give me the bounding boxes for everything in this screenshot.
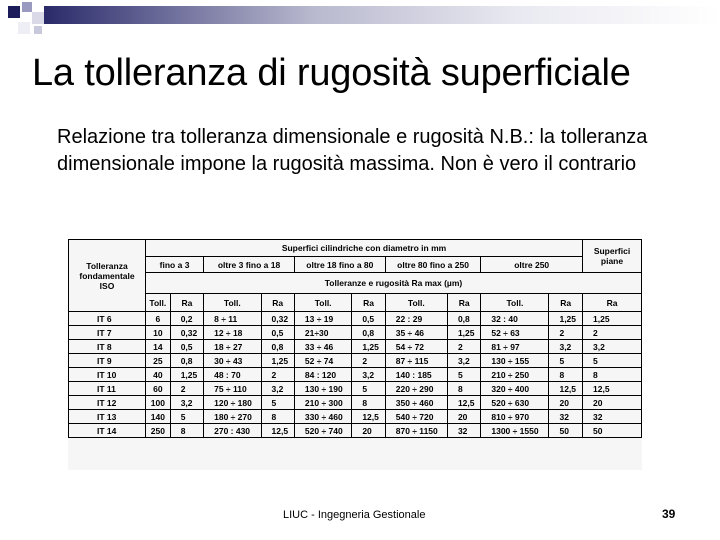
slide-body-text: Relazione tra tolleranza dimensionale e rugosità N.B.: la tolleranza dimensionale impone la rugosità massima. Non è vero il contrario bbox=[57, 126, 648, 175]
table-cell: 0,8 bbox=[170, 354, 203, 368]
table-cell: 100 bbox=[146, 396, 171, 410]
table-cell: 50 bbox=[583, 424, 642, 438]
deco-square bbox=[32, 12, 44, 24]
table-cell: 6 bbox=[146, 312, 171, 326]
table-row bbox=[69, 396, 642, 410]
table-cell: 870 ÷ 1150 bbox=[385, 424, 447, 438]
table-cell: 13 ÷ 19 bbox=[294, 312, 351, 326]
table-cell: 270 : 430 bbox=[204, 424, 261, 438]
table-cell: 0,8 bbox=[261, 340, 294, 354]
table-cell: 1,25 bbox=[583, 312, 642, 326]
table-cell: 350 ÷ 460 bbox=[385, 396, 447, 410]
table-cell: 3,2 bbox=[352, 368, 385, 382]
table-cell: 54 ÷ 72 bbox=[385, 340, 447, 354]
row-label-iso: IT 9 bbox=[69, 354, 146, 368]
row-label-iso: IT 8 bbox=[69, 340, 146, 354]
table-cell: 1300 ÷ 1550 bbox=[481, 424, 549, 438]
table-cell: 32 : 40 bbox=[481, 312, 549, 326]
slide-footer: LIUC - Ingegneria Gestionale bbox=[283, 509, 426, 521]
table-cell: 8 bbox=[583, 368, 642, 382]
table-cell: 180 ÷ 270 bbox=[204, 410, 261, 424]
table-cell: 12 ÷ 18 bbox=[204, 326, 261, 340]
table-cell: 120 ÷ 180 bbox=[204, 396, 261, 410]
deco-square bbox=[22, 2, 32, 12]
table-cell: 0,2 bbox=[170, 312, 203, 326]
table-cell: 330 ÷ 460 bbox=[294, 410, 351, 424]
table-cell: 2 bbox=[447, 340, 480, 354]
table-cell: 0,8 bbox=[447, 312, 480, 326]
table-cell: 84 : 120 bbox=[294, 368, 351, 382]
col-header-toll: Toll. bbox=[385, 294, 447, 312]
table-cell: 210 ÷ 250 bbox=[481, 368, 549, 382]
table-row bbox=[69, 424, 642, 438]
table-cell: 2 bbox=[583, 326, 642, 340]
table-cell: 12,5 bbox=[583, 382, 642, 396]
row-label-iso: IT 11 bbox=[69, 382, 146, 396]
row-label-iso: IT 14 bbox=[69, 424, 146, 438]
table-row bbox=[69, 326, 642, 340]
table-cell: 3,2 bbox=[261, 382, 294, 396]
table-cell: 220 ÷ 290 bbox=[385, 382, 447, 396]
table-cell: 12,5 bbox=[549, 382, 583, 396]
col-header-ra: Ra bbox=[170, 294, 203, 312]
deco-square bbox=[8, 6, 20, 18]
col-header-toll: Toll. bbox=[294, 294, 351, 312]
title-band bbox=[44, 6, 720, 24]
table-cell: 32 bbox=[447, 424, 480, 438]
table-cell: 18 ÷ 27 bbox=[204, 340, 261, 354]
col-header-ra: Ra bbox=[352, 294, 385, 312]
table-cell: 52 ÷ 63 bbox=[481, 326, 549, 340]
row-label-iso: IT 6 bbox=[69, 312, 146, 326]
roughness-table bbox=[68, 239, 642, 438]
table-cell: 8 bbox=[170, 424, 203, 438]
table-row bbox=[69, 340, 642, 354]
slide-decoration bbox=[0, 0, 720, 45]
header-iso: Tolleranza fondamentale ISO bbox=[69, 240, 146, 312]
table-cell: 320 ÷ 400 bbox=[481, 382, 549, 396]
table-cell: 5 bbox=[583, 354, 642, 368]
table-cell: 140 : 185 bbox=[385, 368, 447, 382]
table-cell: 1,25 bbox=[261, 354, 294, 368]
range-header: fino a 3 bbox=[146, 257, 204, 273]
table-row bbox=[69, 368, 642, 382]
row-label-iso: IT 12 bbox=[69, 396, 146, 410]
table-cell: 12,5 bbox=[447, 396, 480, 410]
slide-title: La tolleranza di rugosità superficiale bbox=[32, 52, 631, 94]
table-cell: 0,32 bbox=[261, 312, 294, 326]
table-cell: 14 bbox=[146, 340, 171, 354]
table-cell: 40 bbox=[146, 368, 171, 382]
table-cell: 48 : 70 bbox=[204, 368, 261, 382]
col-header-toll: Toll. bbox=[481, 294, 549, 312]
header-flat: Superfici piane bbox=[583, 240, 642, 273]
range-header: oltre 80 fino a 250 bbox=[385, 257, 481, 273]
table-cell: 210 ÷ 300 bbox=[294, 396, 351, 410]
col-header-toll: Toll. bbox=[204, 294, 261, 312]
table-cell: 1,25 bbox=[447, 326, 480, 340]
col-header-ra: Ra bbox=[583, 294, 642, 312]
table-cell: 520 ÷ 740 bbox=[294, 424, 351, 438]
table-cell: 8 ÷ 11 bbox=[204, 312, 261, 326]
table-cell: 3,2 bbox=[583, 340, 642, 354]
table-cell: 0,5 bbox=[261, 326, 294, 340]
table-cell: 32 bbox=[549, 410, 583, 424]
table-cell: 20 bbox=[352, 424, 385, 438]
table-cell: 5 bbox=[549, 354, 583, 368]
col-header-ra: Ra bbox=[447, 294, 480, 312]
table-row bbox=[69, 312, 642, 326]
table-cell: 1,25 bbox=[352, 340, 385, 354]
table-cell: 75 ÷ 110 bbox=[204, 382, 261, 396]
table-cell: 22 : 29 bbox=[385, 312, 447, 326]
table-cell: 0,5 bbox=[170, 340, 203, 354]
table-cell: 20 bbox=[549, 396, 583, 410]
deco-square bbox=[34, 26, 42, 34]
range-header: oltre 18 fino a 80 bbox=[294, 257, 385, 273]
subheader-tolerance-roughness: Tolleranze e rugosità Ra max (µm) bbox=[146, 273, 642, 294]
roughness-table-image bbox=[68, 239, 642, 470]
row-label-iso: IT 10 bbox=[69, 368, 146, 382]
table-body bbox=[69, 312, 642, 438]
table-cell: 0,5 bbox=[352, 312, 385, 326]
table-cell: 35 ÷ 46 bbox=[385, 326, 447, 340]
table-cell: 25 bbox=[146, 354, 171, 368]
table-cell: 8 bbox=[261, 410, 294, 424]
table-cell: 140 bbox=[146, 410, 171, 424]
table-cell: 3,2 bbox=[447, 354, 480, 368]
col-header-ra: Ra bbox=[261, 294, 294, 312]
table-cell: 130 ÷ 190 bbox=[294, 382, 351, 396]
table-cell: 2 bbox=[352, 354, 385, 368]
table-cell: 0,8 bbox=[352, 326, 385, 340]
table-cell: 32 bbox=[583, 410, 642, 424]
page-number: 39 bbox=[662, 507, 676, 521]
col-header-toll: Toll. bbox=[146, 294, 171, 312]
table-cell: 5 bbox=[352, 382, 385, 396]
table-cell: 12,5 bbox=[261, 424, 294, 438]
table-row bbox=[69, 354, 642, 368]
table-cell: 1,25 bbox=[549, 312, 583, 326]
table-cell: 60 bbox=[146, 382, 171, 396]
table-cell: 810 ÷ 970 bbox=[481, 410, 549, 424]
table-row bbox=[69, 382, 642, 396]
table-cell: 250 bbox=[146, 424, 171, 438]
table-cell: 2 bbox=[170, 382, 203, 396]
table-cell: 20 bbox=[447, 410, 480, 424]
table-cell: 130 ÷ 155 bbox=[481, 354, 549, 368]
col-header-ra: Ra bbox=[549, 294, 583, 312]
table-cell: 520 ÷ 630 bbox=[481, 396, 549, 410]
table-cell: 5 bbox=[447, 368, 480, 382]
table-cell: 52 ÷ 74 bbox=[294, 354, 351, 368]
table-cell: 2 bbox=[549, 326, 583, 340]
range-header: oltre 3 fino a 18 bbox=[204, 257, 295, 273]
table-cell: 3,2 bbox=[170, 396, 203, 410]
table-cell: 8 bbox=[447, 382, 480, 396]
table-cell: 1,25 bbox=[170, 368, 203, 382]
table-row bbox=[69, 410, 642, 424]
deco-square bbox=[18, 22, 30, 34]
table-cell: 540 ÷ 720 bbox=[385, 410, 447, 424]
table-cell: 5 bbox=[170, 410, 203, 424]
table-cell: 81 ÷ 97 bbox=[481, 340, 549, 354]
table-cell: 12,5 bbox=[352, 410, 385, 424]
table-cell: 8 bbox=[352, 396, 385, 410]
table-cell: 3,2 bbox=[549, 340, 583, 354]
table-cell: 10 bbox=[146, 326, 171, 340]
table-cell: 0,32 bbox=[170, 326, 203, 340]
table-cell: 21÷30 bbox=[294, 326, 351, 340]
header-cylindrical: Superfici cilindriche con diametro in mm bbox=[146, 240, 583, 257]
table-cell: 20 bbox=[583, 396, 642, 410]
table-cell: 30 ÷ 43 bbox=[204, 354, 261, 368]
table-cell: 5 bbox=[261, 396, 294, 410]
table-cell: 2 bbox=[261, 368, 294, 382]
table-cell: 87 ÷ 115 bbox=[385, 354, 447, 368]
table-cell: 8 bbox=[549, 368, 583, 382]
row-label-iso: IT 13 bbox=[69, 410, 146, 424]
table-cell: 50 bbox=[549, 424, 583, 438]
range-header: oltre 250 bbox=[481, 257, 583, 273]
table-cell: 33 ÷ 46 bbox=[294, 340, 351, 354]
row-label-iso: IT 7 bbox=[69, 326, 146, 340]
